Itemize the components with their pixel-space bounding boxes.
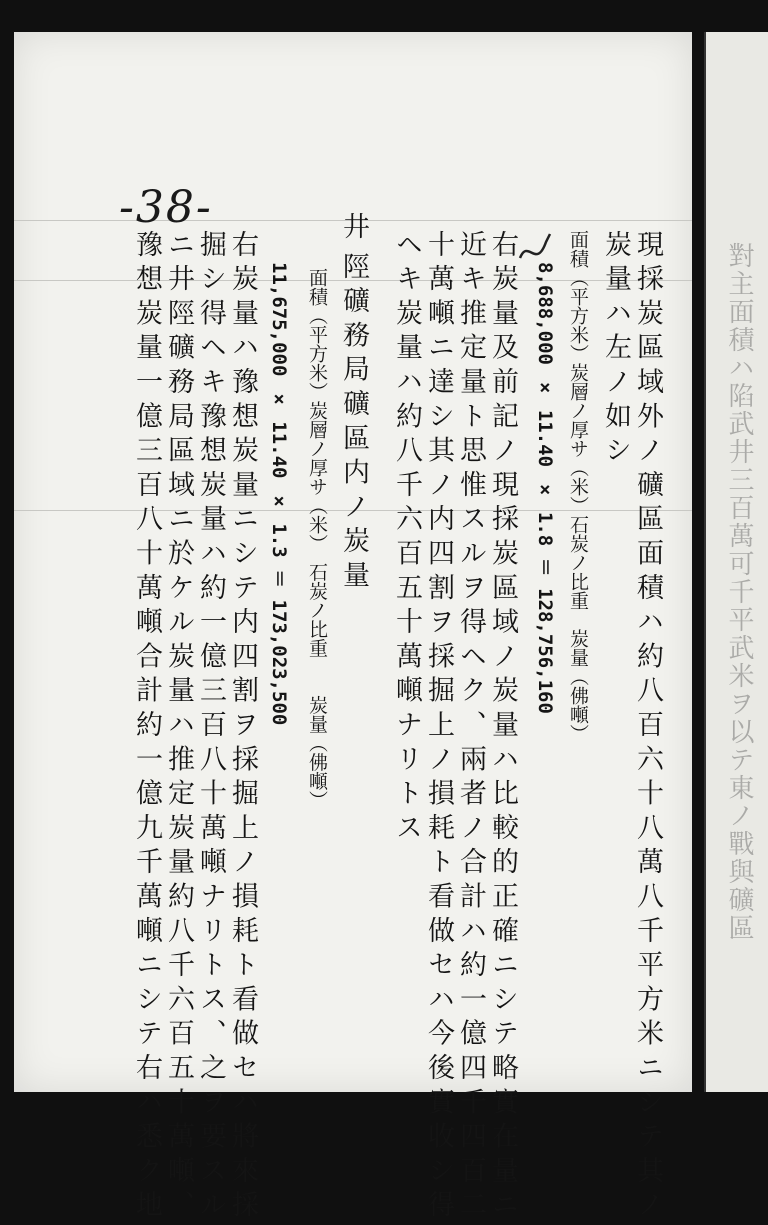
page-number: -38-	[119, 182, 213, 233]
text-column: 右炭量及前記ノ現採炭區域ノ炭量ハ比較的正確ニシテ略實在量ニ	[487, 230, 518, 1225]
text-column: ニ井陘礦務局區域ニ於ケル炭量ハ推定炭量約八千六百五十萬噸、	[163, 230, 194, 1225]
text-column: 十萬噸ニ達シ其ノ内四割ヲ採掘上ノ損耗ト看做セハ今後實收シ得	[423, 230, 454, 1225]
text-column: 豫想炭量一億三百八十萬噸合計約一億九千萬噸ニシテ右ハ悉ク地	[131, 230, 162, 1225]
text-column: ヘキ炭量ハ約八千六百五十萬噸ナリトス	[391, 230, 422, 848]
text-column: 炭量ハ左ノ如シ	[600, 230, 631, 471]
section-heading-char: 井	[338, 212, 369, 247]
formula-line: 8,688,000 × 11.40 × 1.8 ＝ 128,756,160	[534, 262, 556, 714]
formula-line: 11,675,000 × 11.40 × 1.3 ＝ 173,023,500	[268, 262, 290, 726]
text-column: 近キ推定量ト思惟スルヲ得ヘク、兩者ノ合計ハ約一億四千四百二	[455, 230, 486, 1225]
text-column: 掘シ得ヘキ豫想炭量ハ約一億三百八十萬噸ナリトス、之ヲ要スル	[195, 230, 226, 1225]
table-header: 面積（平方米）炭層ノ厚サ（米） 石炭ノ比重 炭量（佛噸）	[306, 268, 328, 810]
text-column: 現採炭區域外ノ礦區面積ハ約八百六十八萬八千平方米ニシテ其ノ	[632, 230, 663, 1225]
handwritten-mark-icon	[516, 228, 554, 268]
section-heading: 陘礦務局礦區内ノ炭量	[338, 252, 369, 595]
table-header: 面積（平方米）炭層ノ厚サ（米）石炭ノ比重 炭量（佛噸）	[567, 230, 589, 743]
document-page	[14, 32, 692, 1225]
text-column: 右炭量ハ豫想炭量ニシテ内四割ヲ採掘上ノ損耗ト看做セハ將來採	[227, 230, 258, 1225]
bleed-through-text: 對主面積ハ陷武井三百萬可千平武米ヲ以テ東ノ戰與礦區	[724, 242, 754, 942]
adjacent-page-edge	[704, 32, 768, 1092]
